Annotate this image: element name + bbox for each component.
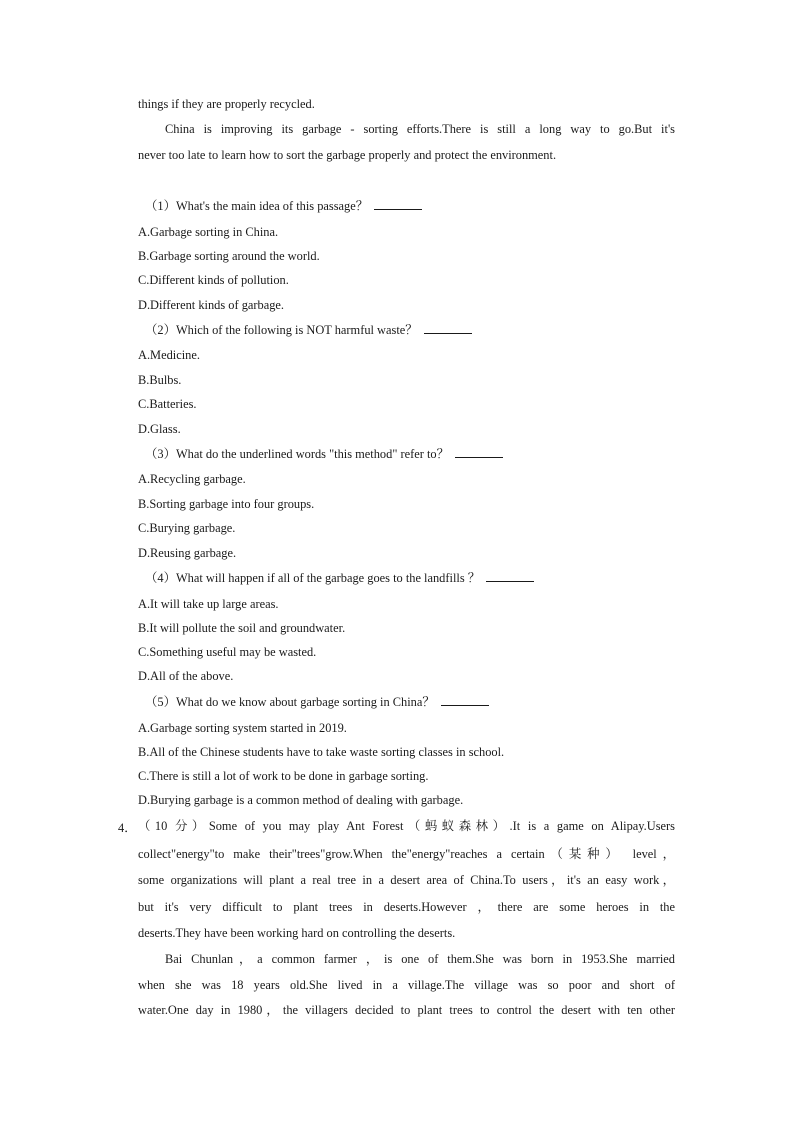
option: D.All of the above. [138,669,234,683]
option: C.Burying garbage. [138,521,236,535]
answer-blank[interactable] [486,570,534,582]
option: B.Bulbs. [138,373,182,387]
passage-line: （10 分）Some of you may play Ant Forest（蚂蚁森林）.It is a game on Alipay.Users [138,819,675,833]
question-5 [145,694,682,710]
question-3 [145,446,682,462]
option: A.Recycling garbage. [138,472,246,486]
question-stem: （2）Which of the following is NOT harmful waste？ [145,323,418,337]
question-4 [145,570,682,586]
question-stem: （3）What do the underlined words "this method" refer to？ [145,447,449,461]
option: D.Reusing garbage. [138,546,237,560]
option: B.It will pollute the soil and groundwater. [138,621,346,635]
passage-line: but it's very difficult to plant trees in deserts.However ，there are some heroes in the [138,900,675,914]
option: C.Different kinds of pollution. [138,273,289,287]
option: A.Medicine. [138,348,200,362]
option: C.Something useful may be wasted. [138,645,317,659]
question-stem: （1）What's the main idea of this passage？ [145,199,369,213]
option: D.Glass. [138,422,181,436]
passage-line: water.One day in 1980，the villagers decided to plant trees to control the desert with ten other [138,1003,675,1017]
option: D.Different kinds of garbage. [138,298,285,312]
passage-line: deserts.They have been working hard on controlling the deserts. [138,926,456,940]
option: B.All of the Chinese students have to take waste sorting classes in school. [138,745,505,759]
passage-paragraph-line: China is improving its garbage - sorting efforts.There is still a long way to go.But it's [165,122,675,136]
passage-paragraph-line: never too late to learn how to sort the garbage properly and protect the environment. [138,148,557,162]
question-stem: （4）What will happen if all of the garbage goes to the landfills ？ [145,571,481,585]
question-number: 4． [118,821,137,835]
option: D.Burying garbage is a common method of dealing with garbage. [138,793,464,807]
passage-line: collect"energy"to make their"trees"grow.When the"energy"reaches a certain（某种） level， [138,847,675,861]
question-2 [145,322,682,338]
passage-line: some organizations will plant a real tree in a desert area of China.To users，it's an easy work， [138,873,675,887]
question-stem: （5）What do we know about garbage sorting in China？ [145,695,435,709]
answer-blank[interactable] [455,446,503,458]
answer-blank[interactable] [424,322,472,334]
option: A.It will take up large areas. [138,597,279,611]
option: B.Sorting garbage into four groups. [138,497,315,511]
answer-blank[interactable] [374,198,422,210]
option: B.Garbage sorting around the world. [138,249,320,263]
answer-blank[interactable] [441,694,489,706]
option: C.There is still a lot of work to be done in garbage sorting. [138,769,429,783]
option: A.Garbage sorting system started in 2019. [138,721,347,735]
option: A.Garbage sorting in China. [138,225,279,239]
question-1 [145,198,682,214]
option: C.Batteries. [138,397,197,411]
passage-continuation-line: things if they are properly recycled. [138,97,315,111]
passage-line: when she was 18 years old.She lived in a village.The village was so poor and short of [138,978,675,992]
passage-line: Bai Chunlan，a common farmer ，is one of them.She was born in 1953.She married [165,952,675,966]
